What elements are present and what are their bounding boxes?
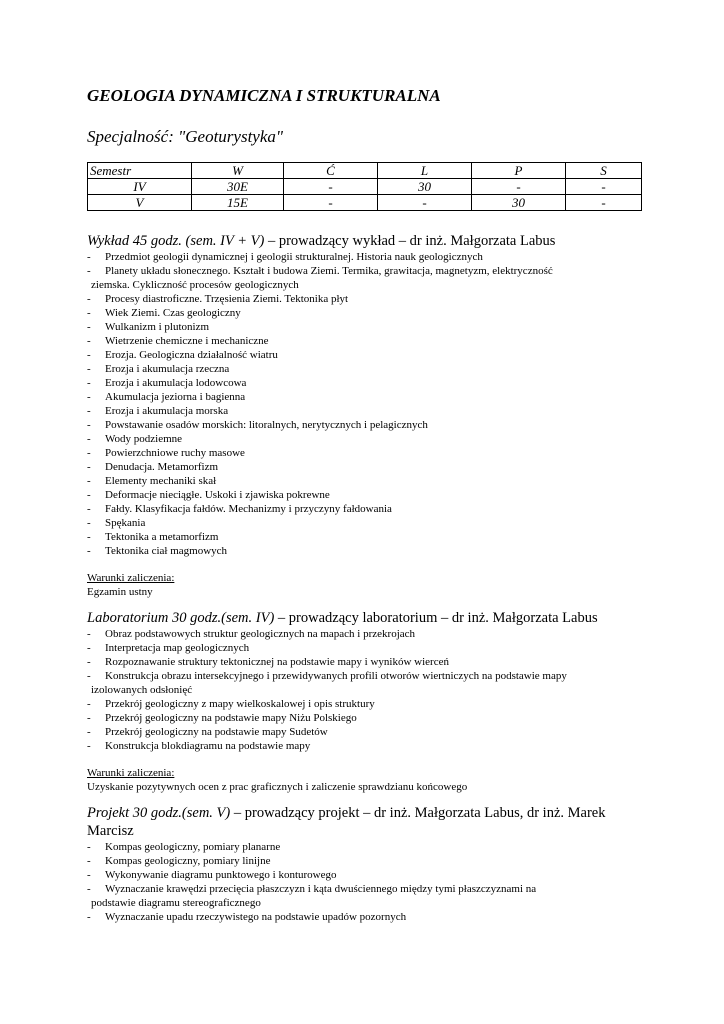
bullet-dash: - [87,461,91,473]
list-item [87,711,642,725]
list-item-text: Powstawanie osadów morskich: litoralnych, nerytycznych i pelagicznych [105,419,428,431]
list-item [87,250,642,264]
list-item [87,446,642,460]
list-item-text-continued: ziemska. Cykliczność procesów geologicznych [91,279,299,291]
bullet-dash: - [87,698,91,710]
list-item-text: Wykonywanie diagramu punktowego i konturowego [105,869,337,881]
table-header-cell: L [378,163,472,179]
list-item-text: Fałdy. Klasyfikacja fałdów. Mechanizmy i przyczyny fałdowania [105,503,392,515]
bullet-dash: - [87,335,91,347]
list-item-text: Wietrzenie chemiczne i mechaniczne [105,335,269,347]
list-item-text: Kompas geologiczny, pomiary linijne [105,855,271,867]
table-cell: IV [88,179,192,195]
list-item [87,292,642,306]
bullet-dash: - [87,883,91,895]
list-item [87,474,642,488]
list-item [87,432,642,446]
lab-heading-rest: – prowadzący laboratorium – dr inż. Małgorzata Labus [274,610,598,626]
bullet-dash: - [87,293,91,305]
list-item [87,868,642,882]
list-item-text: Powierzchniowe ruchy masowe [105,447,245,459]
table-cell: 30E [192,179,284,195]
list-item-text: Planety układu słonecznego. Kształt i budowa Ziemi. Termika, grawitacja, magnetyzm, elektryczność [105,265,553,277]
list-item [87,516,642,530]
bullet-dash: - [87,642,91,654]
table-cell: - [378,195,472,211]
list-item [87,376,642,390]
list-item-text: Interpretacja map geologicznych [105,642,250,654]
lab-conditions-label: Warunki zaliczenia: [87,767,175,779]
lab-topic-list [87,627,642,753]
bullet-dash: - [87,419,91,431]
bullet-dash: - [87,265,91,277]
bullet-dash: - [87,911,91,923]
table-cell: - [472,179,566,195]
table-cell: 15E [192,195,284,211]
list-item-text: Przekrój geologiczny z mapy wielkoskalowej i opis struktury [105,698,375,710]
list-item [87,655,642,669]
list-item [87,404,642,418]
bullet-dash: - [87,391,91,403]
list-item-text: Tektonika a metamorfizm [105,531,219,543]
lecture-conditions-text: Egzamin ustny [87,586,153,598]
list-item-text: Erozja i akumulacja morska [105,405,229,417]
specialty-line: Specjalność: "Geoturystyka" [87,127,284,146]
bullet-dash: - [87,433,91,445]
list-item [87,334,642,348]
list-item-text-continued: podstawie diagramu stereograficznego [91,897,261,909]
list-item-text: Elementy mechaniki skał [105,475,217,487]
lecture-heading-italic: Wykład 45 godz. (sem. IV + V) [87,233,265,249]
bullet-dash: - [87,531,91,543]
bullet-dash: - [87,740,91,752]
lecture-topic-list [87,250,642,558]
lecture-heading-rest: – prowadzący wykład – dr inż. Małgorzata Labus [264,233,556,249]
bullet-dash: - [87,670,91,682]
document-page [87,84,642,924]
table-cell: - [284,179,378,195]
bullet-dash: - [87,545,91,557]
bullet-dash: - [87,447,91,459]
list-item [87,488,642,502]
bullet-dash: - [87,349,91,361]
list-item [87,697,642,711]
project-topic-list [87,840,642,924]
list-item [87,418,642,432]
list-item-text: Kompas geologiczny, pomiary planarne [105,841,281,853]
list-item [87,739,642,753]
bullet-dash: - [87,712,91,724]
list-item [87,882,642,910]
bullet-dash: - [87,855,91,867]
list-item-text: Procesy diastroficzne. Trzęsienia Ziemi. Tektonika płyt [105,293,349,305]
project-heading-italic: Projekt 30 godz.(sem. V) [87,805,231,821]
list-item-text: Wyznaczanie krawędzi przecięcia płaszczyzn i kąta dwuściennego między tymi płaszczyznami na [105,883,537,895]
list-item [87,840,642,854]
bullet-dash: - [87,321,91,333]
bullet-dash: - [87,656,91,668]
list-item [87,502,642,516]
list-item-text: Obraz podstawowych struktur geologicznych na mapach i przekrojach [105,628,416,640]
lab-conditions [87,766,642,794]
table-cell: - [284,195,378,211]
list-item [87,362,642,376]
list-item [87,854,642,868]
list-item-text: Przedmiot geologii dynamicznej i geologii strukturalnej. Historia nauk geologicznych [105,251,483,263]
list-item-text: Rozpoznawanie struktury tektonicznej na podstawie mapy i wyników wierceń [105,656,449,668]
list-item-text-continued: izolowanych odsłonięć [91,684,193,696]
list-item [87,530,642,544]
table-header-row [88,163,642,179]
table-cell: 30 [378,179,472,195]
bullet-dash: - [87,377,91,389]
project-heading [87,804,642,840]
table-cell: - [566,179,642,195]
list-item [87,390,642,404]
lab-conditions-text: Uzyskanie pozytywnych ocen z prac graficznych i zaliczenie sprawdzianu końcowego [87,781,468,793]
bullet-dash: - [87,517,91,529]
project-heading-rest: – prowadzący projekt – dr inż. Małgorzata Labus, dr inż. Marek Marcisz [87,805,606,839]
table-header-cell: Ć [284,163,378,179]
list-item-text: Przekrój geologiczny na podstawie mapy Niżu Polskiego [105,712,357,724]
table-header-cell: P [472,163,566,179]
list-item-text: Wody podziemne [105,433,183,445]
list-item-text: Konstrukcja obrazu intersekcyjnego i przewidywanych profili otworów wiertniczych na podstawie mapy [105,670,567,682]
bullet-dash: - [87,869,91,881]
table-header-cell: W [192,163,284,179]
lecture-conditions [87,571,642,599]
list-item [87,460,642,474]
list-item [87,725,642,739]
lab-heading-italic: Laboratorium 30 godz.(sem. IV) [87,610,275,626]
list-item [87,306,642,320]
list-item [87,264,642,292]
list-item-text: Konstrukcja blokdiagramu na podstawie mapy [105,740,311,752]
list-item [87,910,642,924]
lecture-heading [87,232,642,250]
table-cell: 30 [472,195,566,211]
table-header-cell: S [566,163,642,179]
table-header-cell: Semestr [88,163,192,179]
list-item [87,669,642,697]
lecture-conditions-label: Warunki zaliczenia: [87,572,175,584]
bullet-dash: - [87,363,91,375]
list-item-text: Erozja i akumulacja rzeczna [105,363,230,375]
list-item [87,320,642,334]
bullet-dash: - [87,628,91,640]
bullet-dash: - [87,489,91,501]
semester-table [87,162,642,211]
list-item-text: Akumulacja jeziorna i bagienna [105,391,246,403]
list-item [87,544,642,558]
list-item-text: Erozja i akumulacja lodowcowa [105,377,247,389]
list-item-text: Tektonika ciał magmowych [105,545,228,557]
list-item-text: Wiek Ziemi. Czas geologiczny [105,307,241,319]
bullet-dash: - [87,251,91,263]
list-item [87,627,642,641]
list-item-text: Spękania [105,517,146,529]
list-item-text: Denudacja. Metamorfizm [105,461,219,473]
table-cell: V [88,195,192,211]
lab-heading [87,609,642,627]
bullet-dash: - [87,726,91,738]
bullet-dash: - [87,475,91,487]
list-item-text: Przekrój geologiczny na podstawie mapy Sudetów [105,726,328,738]
bullet-dash: - [87,405,91,417]
list-item [87,348,642,362]
bullet-dash: - [87,503,91,515]
table-row [88,195,642,211]
document-title: GEOLOGIA DYNAMICZNA I STRUKTURALNA [87,86,441,105]
list-item-text: Wulkanizm i plutonizm [105,321,210,333]
table-row [88,179,642,195]
bullet-dash: - [87,841,91,853]
bullet-dash: - [87,307,91,319]
table-cell: - [566,195,642,211]
list-item [87,641,642,655]
list-item-text: Erozja. Geologiczna działalność wiatru [105,349,278,361]
list-item-text: Wyznaczanie upadu rzeczywistego na podstawie upadów pozornych [105,911,407,923]
list-item-text: Deformacje nieciągłe. Uskoki i zjawiska pokrewne [105,489,330,501]
